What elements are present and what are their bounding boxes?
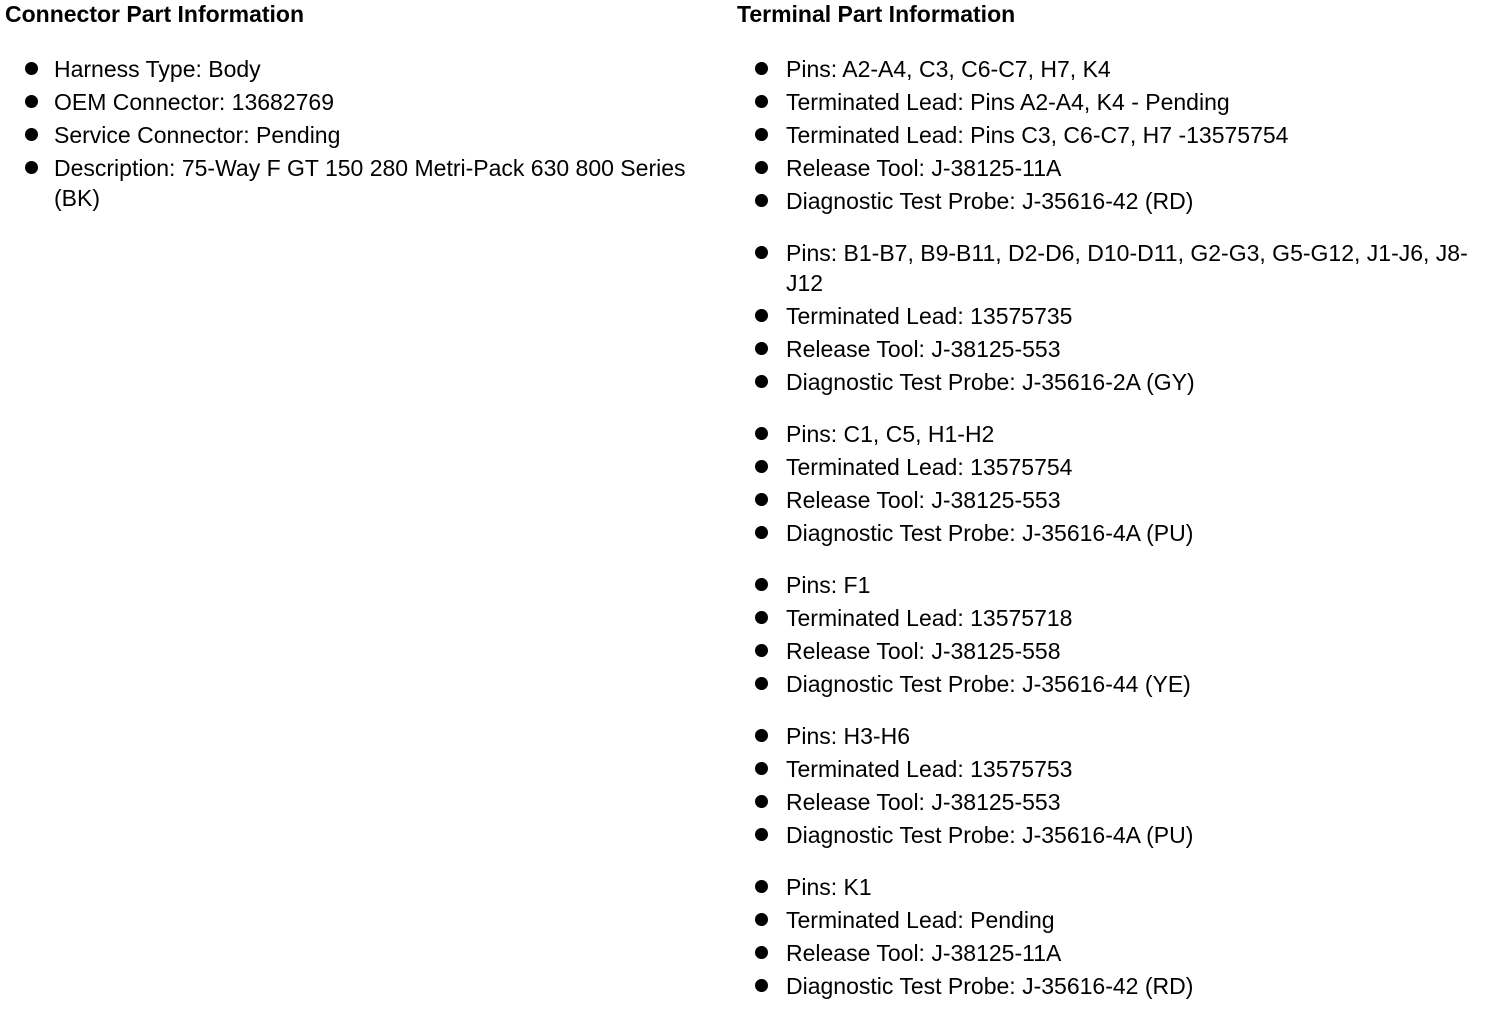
bullet-icon xyxy=(755,979,768,992)
list-item xyxy=(5,120,705,150)
list-item xyxy=(737,301,1499,331)
bullet-icon xyxy=(755,342,768,355)
list-item-text: Terminated Lead: 13575753 xyxy=(786,756,1073,782)
terminal-group xyxy=(737,872,1499,1001)
list-item-text: Diagnostic Test Probe: J-35616-2A (GY) xyxy=(786,369,1195,395)
list-item-text: Diagnostic Test Probe: J-35616-42 (RD) xyxy=(786,973,1194,999)
list-item-text: Release Tool: J-38125-553 xyxy=(786,487,1061,513)
bullet-icon xyxy=(755,309,768,322)
connector-part-section xyxy=(5,0,705,216)
list-item-text: Description: 75-Way F GT 150 280 Metri-Pack 630 800 Series (BK) xyxy=(54,155,686,211)
list-item-text: Terminated Lead: Pins C3, C6-C7, H7 -13575754 xyxy=(786,122,1289,148)
bullet-icon xyxy=(755,644,768,657)
list-item-text: Terminated Lead: 13575718 xyxy=(786,605,1073,631)
bullet-icon xyxy=(755,493,768,506)
bullet-icon xyxy=(755,828,768,841)
list-item-text: Release Tool: J-38125-553 xyxy=(786,336,1061,362)
bullet-icon xyxy=(25,128,38,141)
bullet-icon xyxy=(25,62,38,75)
list-item-text: Diagnostic Test Probe: J-35616-42 (RD) xyxy=(786,188,1194,214)
list-item-text: Release Tool: J-38125-553 xyxy=(786,789,1061,815)
bullet-icon xyxy=(755,460,768,473)
list-item xyxy=(5,54,705,84)
list-item-text: Harness Type: Body xyxy=(54,56,261,82)
list-item xyxy=(737,820,1499,850)
list-item xyxy=(737,721,1499,751)
list-item xyxy=(737,603,1499,633)
list-item xyxy=(737,419,1499,449)
list-item xyxy=(737,971,1499,1001)
bullet-icon xyxy=(755,128,768,141)
list-item-text: Release Tool: J-38125-558 xyxy=(786,638,1061,664)
list-item-text: Diagnostic Test Probe: J-35616-44 (YE) xyxy=(786,671,1191,697)
list-item-text: Terminated Lead: Pins A2-A4, K4 - Pending xyxy=(786,89,1230,115)
list-item xyxy=(737,54,1499,84)
bullet-icon xyxy=(755,194,768,207)
bullet-icon xyxy=(755,677,768,690)
list-item xyxy=(737,669,1499,699)
list-item-text: Pins: B1-B7, B9-B11, D2-D6, D10-D11, G2-G3, G5-G12, J1-J6, J8-J12 xyxy=(786,240,1468,296)
list-item-text: Terminated Lead: 13575754 xyxy=(786,454,1073,480)
bullet-icon xyxy=(755,62,768,75)
terminal-part-section xyxy=(737,0,1499,1004)
terminal-group xyxy=(737,721,1499,850)
list-item xyxy=(737,452,1499,482)
bullet-icon xyxy=(755,161,768,174)
bullet-icon xyxy=(755,375,768,388)
bullet-icon xyxy=(755,946,768,959)
bullet-icon xyxy=(755,246,768,259)
bullet-icon xyxy=(755,913,768,926)
bullet-icon xyxy=(25,95,38,108)
list-item-text: OEM Connector: 13682769 xyxy=(54,89,335,115)
list-item xyxy=(737,570,1499,600)
list-item xyxy=(737,485,1499,515)
list-item xyxy=(737,872,1499,902)
list-item-text: Pins: A2-A4, C3, C6-C7, H7, K4 xyxy=(786,56,1111,82)
list-item xyxy=(737,334,1499,364)
bullet-icon xyxy=(755,427,768,440)
list-item xyxy=(737,367,1499,397)
list-item xyxy=(5,153,705,213)
list-item xyxy=(737,238,1499,298)
bullet-icon xyxy=(755,795,768,808)
bullet-icon xyxy=(755,526,768,539)
list-item xyxy=(737,636,1499,666)
list-item-text: Terminated Lead: 13575735 xyxy=(786,303,1073,329)
list-item-text: Diagnostic Test Probe: J-35616-4A (PU) xyxy=(786,822,1194,848)
list-item-text: Pins: C1, C5, H1-H2 xyxy=(786,421,995,447)
terminal-group xyxy=(737,238,1499,397)
list-item-text: Diagnostic Test Probe: J-35616-4A (PU) xyxy=(786,520,1194,546)
list-item-text: Service Connector: Pending xyxy=(54,122,341,148)
list-item-text: Pins: H3-H6 xyxy=(786,723,910,749)
list-item-text: Terminated Lead: Pending xyxy=(786,907,1055,933)
list-item xyxy=(737,754,1499,784)
list-item xyxy=(737,120,1499,150)
list-item xyxy=(737,787,1499,817)
bullet-icon xyxy=(25,161,38,174)
list-item xyxy=(737,518,1499,548)
bullet-icon xyxy=(755,880,768,893)
list-item xyxy=(737,186,1499,216)
bullet-icon xyxy=(755,578,768,591)
list-item xyxy=(737,87,1499,117)
terminal-heading: Terminal Part Information xyxy=(737,1,1016,27)
list-item-text: Release Tool: J-38125-11A xyxy=(786,155,1062,181)
connector-list xyxy=(5,54,705,213)
bullet-icon xyxy=(755,762,768,775)
list-item-text: Pins: K1 xyxy=(786,874,872,900)
bullet-icon xyxy=(755,95,768,108)
list-item xyxy=(737,938,1499,968)
terminal-group xyxy=(737,54,1499,216)
connector-heading: Connector Part Information xyxy=(5,1,305,27)
list-item xyxy=(737,905,1499,935)
terminal-group xyxy=(737,419,1499,548)
bullet-icon xyxy=(755,611,768,624)
list-item-text: Pins: F1 xyxy=(786,572,871,598)
list-item-text: Release Tool: J-38125-11A xyxy=(786,940,1062,966)
list-item xyxy=(737,153,1499,183)
bullet-icon xyxy=(755,729,768,742)
list-item xyxy=(5,87,705,117)
terminal-group xyxy=(737,570,1499,699)
